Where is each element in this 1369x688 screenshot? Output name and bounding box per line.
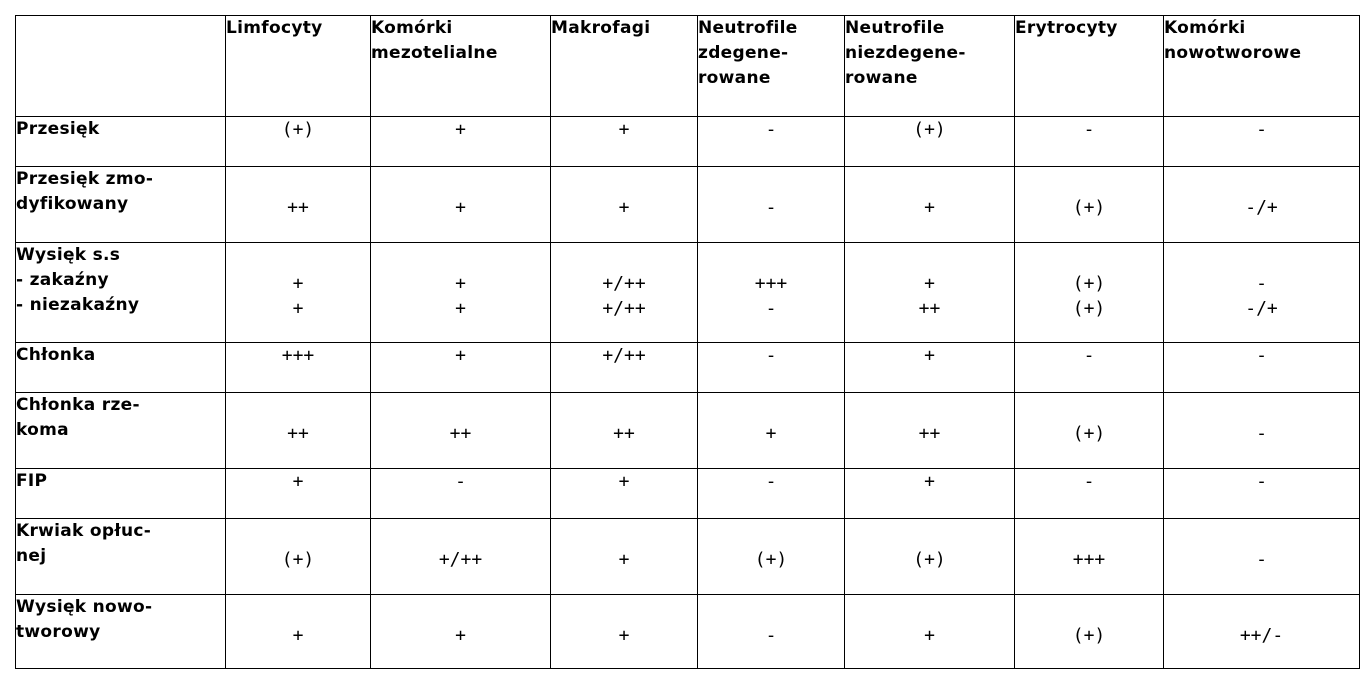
row-label: FIP	[16, 469, 226, 519]
row-label: Wysięk s.s - zakaźny - niezakaźny	[16, 243, 226, 343]
table-cell: (+)	[1015, 595, 1164, 669]
column-header-komorki-nowotworowe: Komórki nowotworowe	[1164, 16, 1360, 117]
table-cell: +	[371, 117, 551, 167]
table-cell: (+)	[1015, 167, 1164, 243]
table-cell: ++	[226, 167, 371, 243]
table-cell: -	[698, 167, 845, 243]
table-row	[16, 519, 1360, 595]
header-row	[16, 16, 1360, 117]
table-row	[16, 117, 1360, 167]
table-row	[16, 167, 1360, 243]
table-cell: +	[845, 343, 1015, 393]
table-cell: ++	[845, 393, 1015, 469]
column-header-neutrofile-zdegenerowane: Neutrofile zdegene- rowane	[698, 16, 845, 117]
column-header-neutrofile-niezdegenerowane: Neutrofile niezdegene- rowane	[845, 16, 1015, 117]
table-cell: -	[698, 117, 845, 167]
table-cell: -	[1015, 343, 1164, 393]
column-header-makrofagi: Makrofagi	[551, 16, 698, 117]
table-cell: + +	[226, 243, 371, 343]
table-cell: (+) (+)	[1015, 243, 1164, 343]
table-cell: ++	[551, 393, 698, 469]
table-row	[16, 243, 1360, 343]
table-cell: +	[371, 343, 551, 393]
table-cell: -	[371, 469, 551, 519]
table-cell: +	[845, 167, 1015, 243]
table-cell: +++	[226, 343, 371, 393]
table-row	[16, 595, 1360, 669]
table-cell: -/+	[1164, 167, 1360, 243]
table-cell: -	[1015, 117, 1164, 167]
row-label: Krwiak opłuc- nej	[16, 519, 226, 595]
table-row	[16, 343, 1360, 393]
table-cell: +++	[1015, 519, 1164, 595]
table-row	[16, 393, 1360, 469]
table-cell: (+)	[698, 519, 845, 595]
table-cell: -	[1015, 469, 1164, 519]
row-label: Chłonka rze- koma	[16, 393, 226, 469]
table-cell: +	[551, 595, 698, 669]
table-cell: -	[698, 595, 845, 669]
table-cell: (+)	[845, 117, 1015, 167]
table-cell: -	[1164, 117, 1360, 167]
table-cell: + ++	[845, 243, 1015, 343]
table-cell: -	[1164, 393, 1360, 469]
table-cell: -	[1164, 343, 1360, 393]
table-cell: +	[551, 117, 698, 167]
column-header-erytrocyty: Erytrocyty	[1015, 16, 1164, 117]
table-cell: ++	[371, 393, 551, 469]
table-cell: +/++	[551, 343, 698, 393]
table-cell: + +	[371, 243, 551, 343]
table-cell: +/++ +/++	[551, 243, 698, 343]
table-cell: +	[551, 469, 698, 519]
table-cell: +	[698, 393, 845, 469]
column-header-komorki-mezotelialne: Komórki mezotelialne	[371, 16, 551, 117]
row-label: Chłonka	[16, 343, 226, 393]
table-cell: ++/-	[1164, 595, 1360, 669]
row-label: Przesięk zmo- dyfikowany	[16, 167, 226, 243]
table-cell: (+)	[845, 519, 1015, 595]
table-cell: (+)	[1015, 393, 1164, 469]
table-cell: -	[698, 469, 845, 519]
table-cell: (+)	[226, 117, 371, 167]
table-cell: +++ -	[698, 243, 845, 343]
table-cell: +	[551, 167, 698, 243]
table-cell: - -/+	[1164, 243, 1360, 343]
table-cell: +	[226, 469, 371, 519]
column-header-limfocyty: Limfocyty	[226, 16, 371, 117]
table-row	[16, 469, 1360, 519]
table-cell: +	[845, 595, 1015, 669]
table-cell: +	[226, 595, 371, 669]
corner-cell	[16, 16, 226, 117]
table-cell: ++	[226, 393, 371, 469]
table-cell: -	[698, 343, 845, 393]
table-cell: -	[1164, 519, 1360, 595]
table-cell: +/++	[371, 519, 551, 595]
table-cell: +	[371, 167, 551, 243]
cell-distribution-table	[15, 15, 1360, 669]
row-label: Wysięk nowo- tworowy	[16, 595, 226, 669]
table-cell: -	[1164, 469, 1360, 519]
row-label: Przesięk	[16, 117, 226, 167]
table-cell: +	[371, 595, 551, 669]
table-cell: +	[551, 519, 698, 595]
table-cell: +	[845, 469, 1015, 519]
table-cell: (+)	[226, 519, 371, 595]
